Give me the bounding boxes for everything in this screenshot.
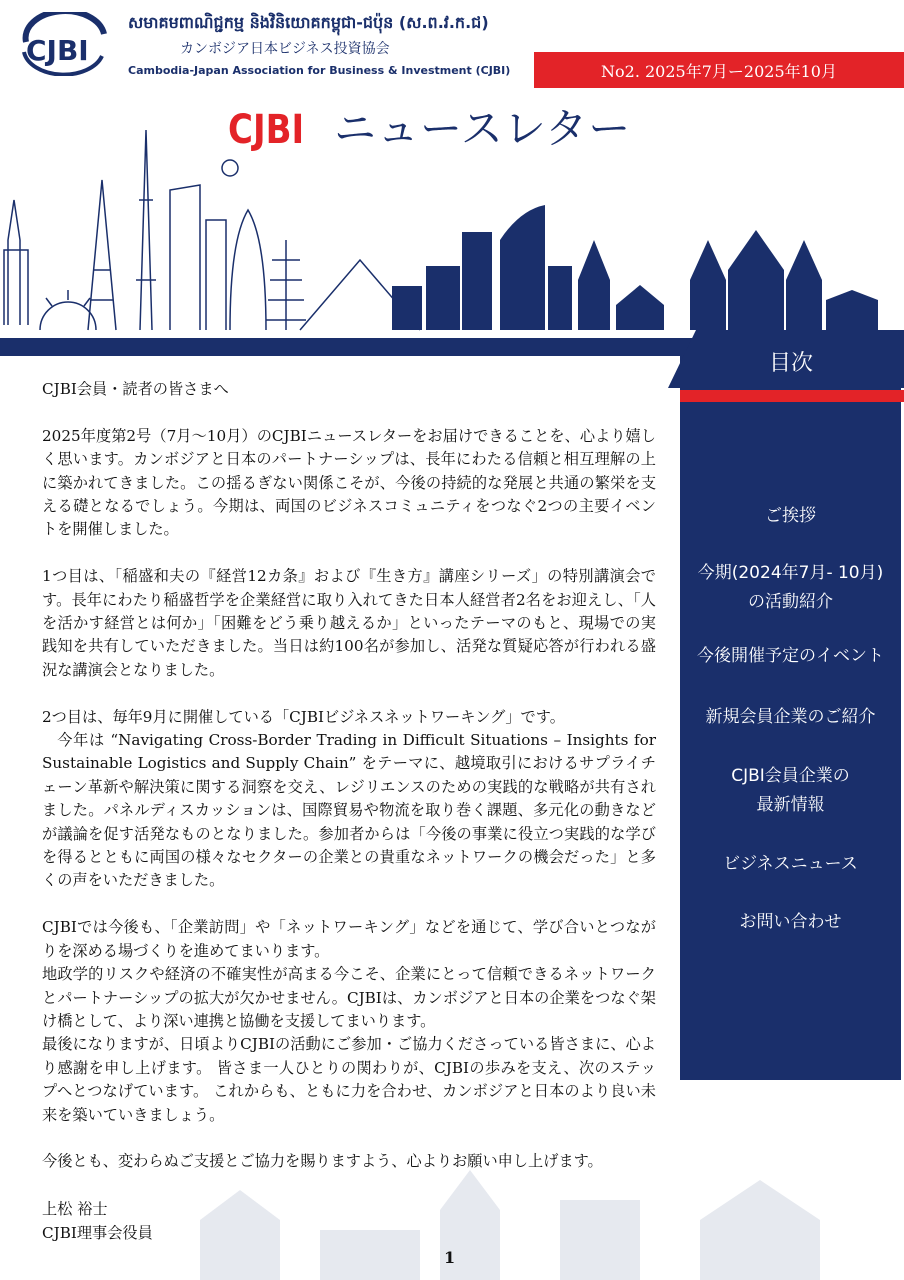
svg-text:CJBI: CJBI [26, 34, 89, 67]
cjbi-logo-icon [16, 12, 112, 76]
paragraph-outlook-1: CJBIでは今後も、「企業訪問」や「ネットワーキング」などを通じて、学び合いとつながりを深める場づくりを進めてまいります。 [42, 918, 656, 960]
toc-item-member-news[interactable]: CJBI会員企業の 最新情報 [731, 766, 850, 815]
org-name-khmer: សមាគមពាណិជ្ជកម្ម និងវិនិយោគកម្ពុជា-ជប៉ុន (ស.ព.វ.ក.ជ) [128, 13, 489, 32]
toc-item-contact[interactable]: お問い合わせ [739, 912, 842, 932]
paragraph-outlook-2: 地政学的リスクや経済の不確実性が高まる今こそ、企業にとって信頼できるネットワークとパートナーシップの拡大が欠かせません。CJBIは、カンボジアと日本の企業をつなぐ架け橋として、より深い連携と協働を支援してまいります。 [42, 965, 656, 1030]
toc-heading: 目次 [768, 351, 813, 376]
title-brand: CJBI [228, 107, 305, 153]
org-name-english: Cambodia-Japan Association for Business & Investment (CJBI) [128, 64, 511, 77]
newsletter-title [228, 96, 631, 156]
page-number: 1 [444, 1248, 456, 1267]
toc-item-upcoming-events[interactable]: 今後開催予定のイベント [697, 646, 884, 666]
toc-item-activities[interactable]: 今期(2024年7月- 10月) の活動紹介 [697, 563, 884, 612]
paragraph-thanks: 最後になりますが、日頃よりCJBIの活動にご参加・ご協力くださっている皆さまに、心より感謝を申し上げます。 皆さま一人ひとりの関わりが、CJBIの歩みを支え、次のステップへとつなげています。 これからも、ともに力を合わせ、カンボジアと日本のより良い未来を築いていきましょう。 [42, 1035, 656, 1124]
org-name-japanese: カンボジア日本ビジネス投資協会 [180, 41, 390, 57]
salutation: CJBI会員・読者の皆さまへ [42, 380, 229, 398]
paragraph-intro: 2025年度第2号（7月〜10月）のCJBIニュースレターをお届けできることを、心より嬉しく思います。カンボジアと日本のパートナーシップは、長年にわたる信頼と相互理解の上に築かれてきました。この揺るぎない関係こそが、今後の持続的な発展と共通の繁栄を支える礎となるでしょう。今期は、両国のビジネスコミュニティをつなぐ2つの主要イベントを開催しました。 [42, 426, 656, 539]
toc-item-new-members[interactable]: 新規会員企業のご紹介 [705, 707, 876, 727]
greeting-letter [42, 378, 656, 1197]
toc-item-business-news[interactable]: ビジネスニュース [723, 854, 858, 874]
paragraph-event-2-lead: 2つ目は、毎年9月に開催している「CJBIビジネスネットワーキング」です。 [42, 707, 565, 726]
signature-name: 上松 裕士 [42, 1200, 108, 1218]
signature-title: CJBI理事会役員 [42, 1224, 153, 1242]
title-main: ニュースレター [334, 104, 632, 153]
paragraph-event-2: 今年は “Navigating Cross-Border Trading in Difficult Situations – Insights for Sustainable Logistics and Supply Chain” をテーマに、越境取引におけるサプライチェーン革新や解決策に関する洞察を交え、レジリエンスのための実践的な戦略が共有されました。パネルディスカッションは、国際貿易や物流を取り巻く課題、多元化の動きなどが議論を促す活発なものとなりました。参加者からは「今後の事業に役立つ実践的な学びを得るとともに両国の様々なセクターの企業との貴重なネットワークの機会だった」と多くの声をいただきました。 [42, 731, 656, 890]
issue-label: No2. 2025年7月ー2025年10月 [601, 61, 837, 81]
issue-banner [534, 52, 904, 88]
toc-red-divider [680, 390, 904, 402]
paragraph-closing: 今後とも、変わらぬご支援とご協力を賜りますよう、心よりお願い申し上げます。 [42, 1152, 603, 1171]
toc-item-greeting[interactable]: ご挨拶 [765, 506, 816, 526]
newsletter-header [0, 0, 904, 100]
paragraph-event-1: 1つ目は、「稲盛和夫の『経営12カ条』および『生き方』講座シリーズ」の特別講演会です。長年にわたり稲盛哲学を企業経営に取り入れてきた日本人経営者2名をお迎えし、「人を活かす経営とは何か」「困難をどう乗り越えるか」といったテーマのもと、現場での実践知を共有していただきました。当日は約100名が参加し、活発な質疑応答が行われる盛況な講演会となりました。 [42, 567, 656, 679]
